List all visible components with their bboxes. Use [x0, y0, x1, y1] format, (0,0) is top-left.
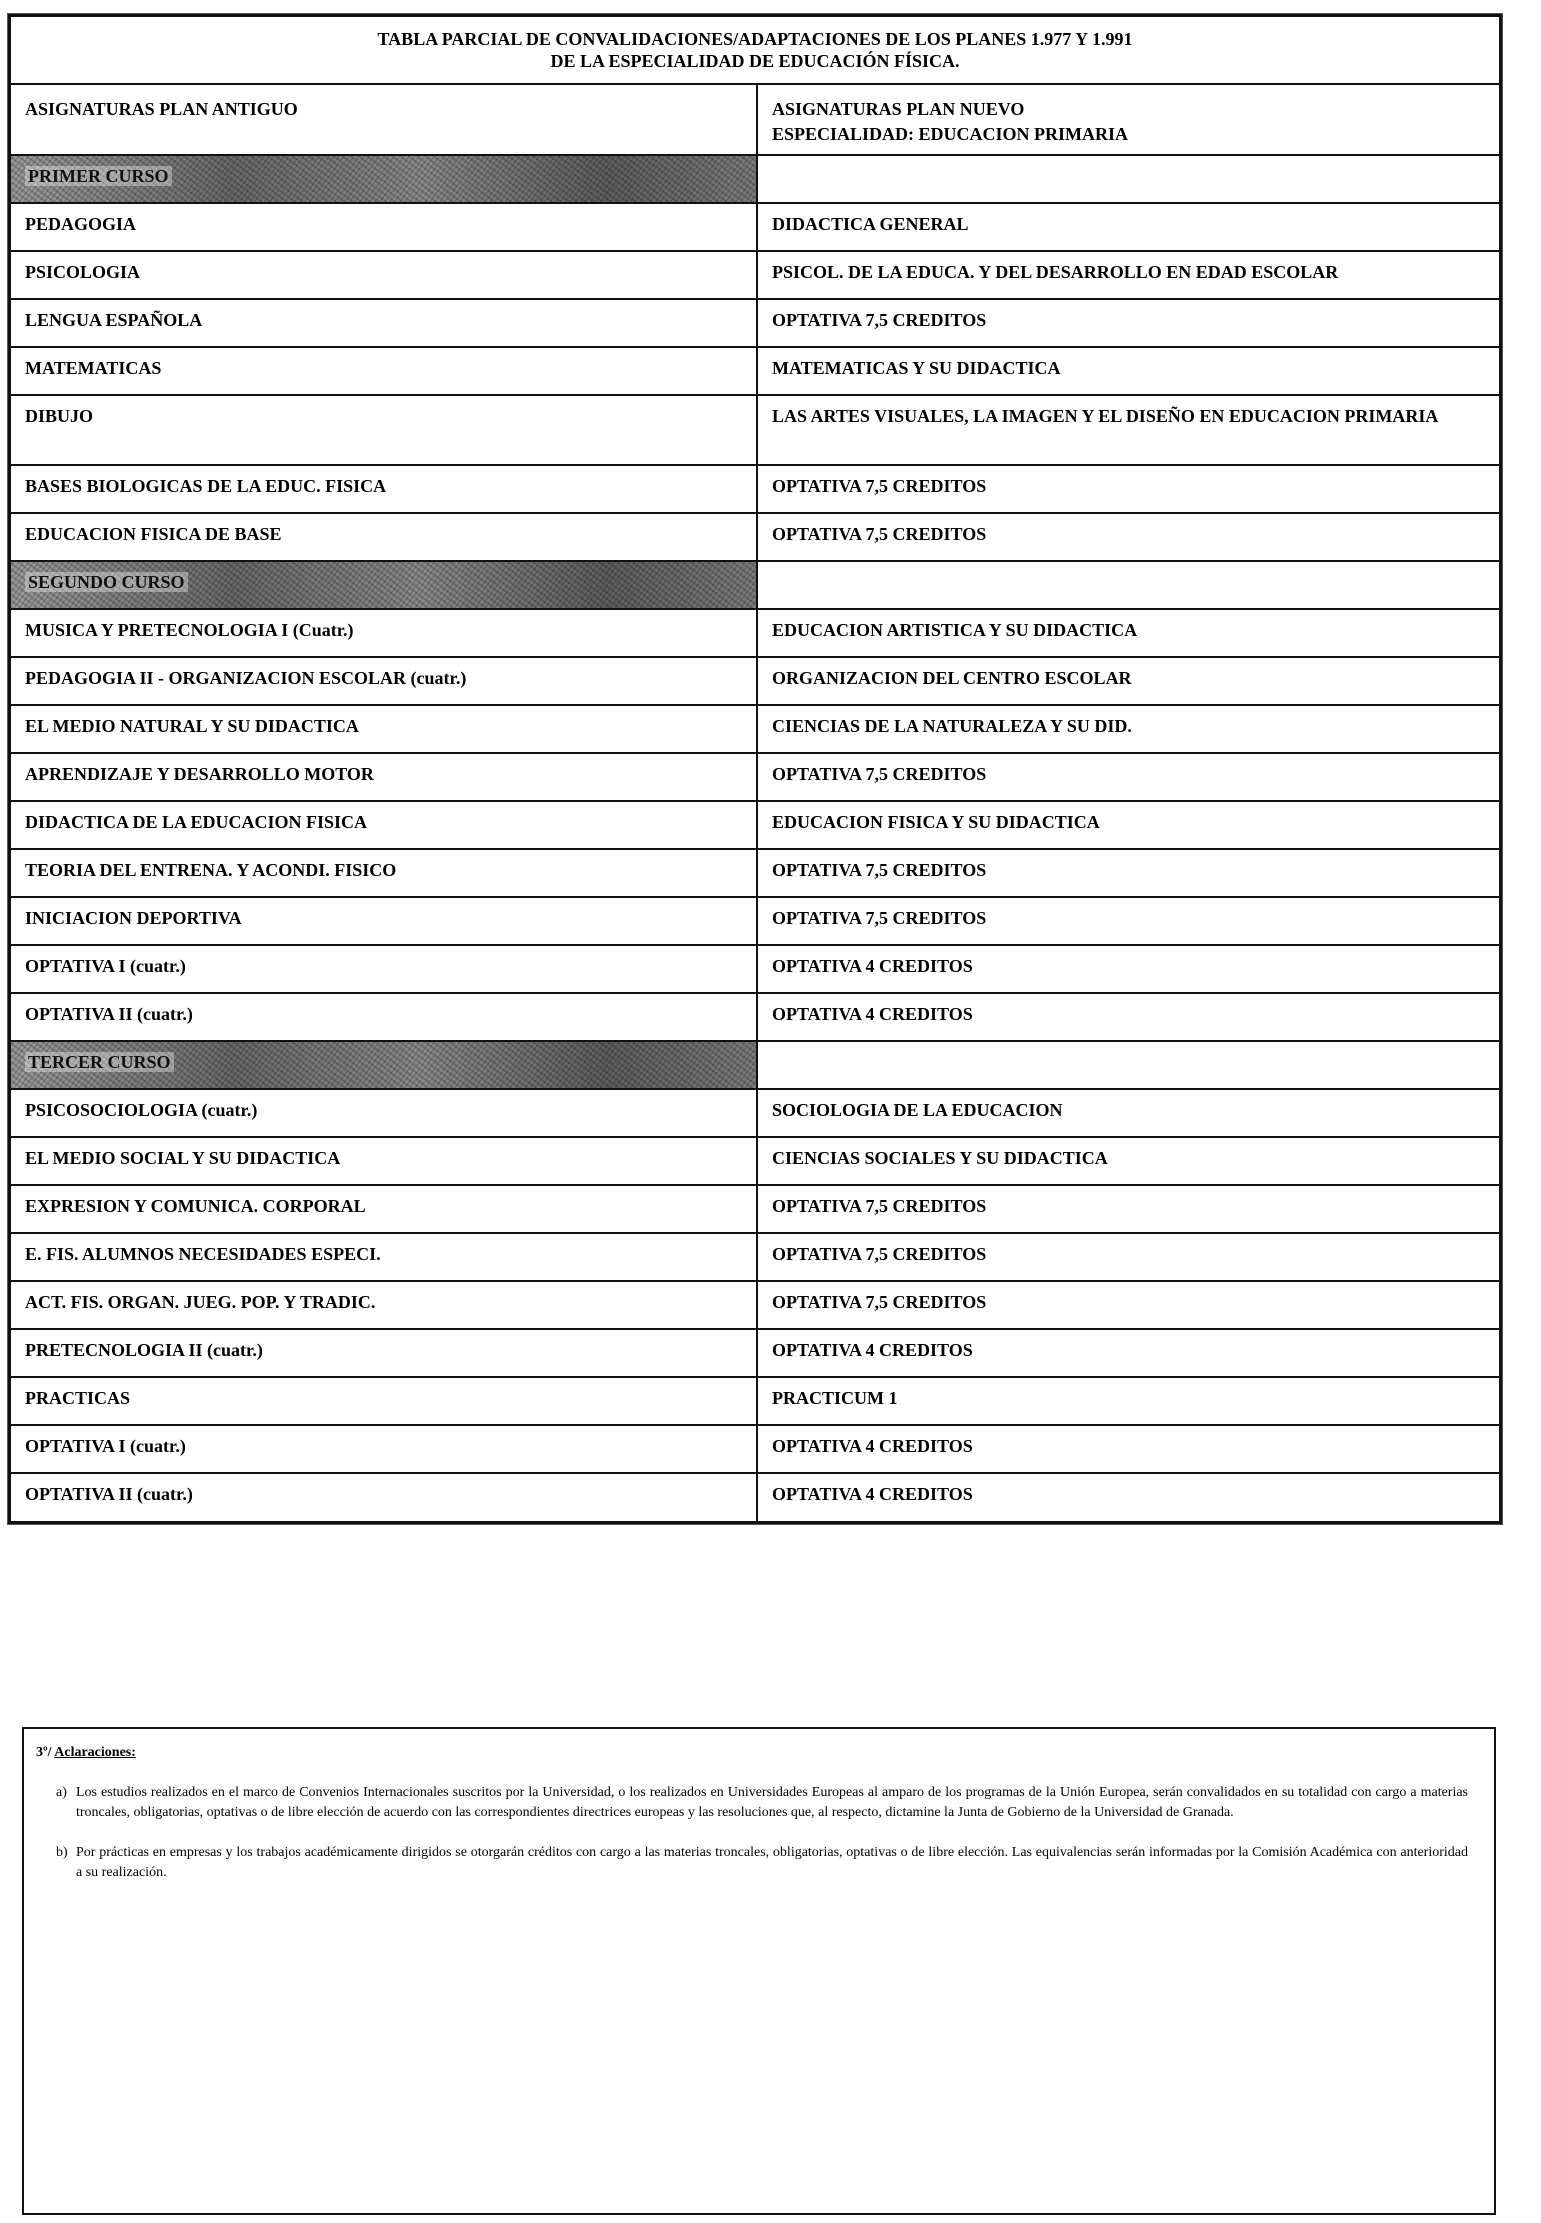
old-subject-cell: DIDACTICA DE LA EDUCACION FISICA: [11, 801, 757, 849]
table-row: [11, 657, 1499, 705]
table-row: [11, 849, 1499, 897]
new-subject-cell: MATEMATICAS Y SU DIDACTICA: [757, 347, 1499, 395]
clarifications-box: [22, 1727, 1496, 2215]
old-subject-cell: OPTATIVA II (cuatr.): [11, 1473, 757, 1521]
table-row: [11, 251, 1499, 299]
new-subject-cell: PSICOL. DE LA EDUCA. Y DEL DESARROLLO EN EDAD ESCOLAR: [757, 251, 1499, 299]
old-subject-cell: OPTATIVA I (cuatr.): [11, 945, 757, 993]
old-subject-cell: INICIACION DEPORTIVA: [11, 897, 757, 945]
old-subject-cell: BASES BIOLOGICAS DE LA EDUC. FISICA: [11, 465, 757, 513]
new-subject-cell: PRACTICUM 1: [757, 1377, 1499, 1425]
section-row: [11, 1041, 1499, 1089]
new-subject-cell: CIENCIAS SOCIALES Y SU DIDACTICA: [757, 1137, 1499, 1185]
header-new-plan: ASIGNATURAS PLAN NUEVO ESPECIALIDAD: EDUCACION PRIMARIA: [772, 99, 1129, 144]
table-row: [11, 203, 1499, 251]
table-row: [11, 347, 1499, 395]
convalidation-table: [11, 85, 1499, 1521]
table-row: [11, 299, 1499, 347]
new-subject-cell: OPTATIVA 7,5 CREDITOS: [757, 1281, 1499, 1329]
clarification-item-b: b) Por prácticas en empresas y los trabajos académicamente dirigidos se otorgarán créditos con cargo a las materias troncales, obligatorias, optativas o de libre elección. Las equivalencias serán informadas por la Comisión Académica con anterioridad a su realización.: [56, 1845, 1468, 1880]
section-row: [11, 155, 1499, 203]
new-subject-cell: OPTATIVA 4 CREDITOS: [757, 993, 1499, 1041]
section-label: PRIMER CURSO: [11, 155, 757, 203]
table-row: [11, 705, 1499, 753]
table-row: [11, 753, 1499, 801]
table-header-row: [11, 85, 1499, 155]
old-subject-cell: OPTATIVA I (cuatr.): [11, 1425, 757, 1473]
new-subject-cell: OPTATIVA 7,5 CREDITOS: [757, 897, 1499, 945]
old-subject-cell: EDUCACION FISICA DE BASE: [11, 513, 757, 561]
section-label: SEGUNDO CURSO: [11, 561, 757, 609]
new-subject-cell: OPTATIVA 7,5 CREDITOS: [757, 299, 1499, 347]
header-old-plan: ASIGNATURAS PLAN ANTIGUO: [11, 85, 757, 155]
new-subject-cell: OPTATIVA 4 CREDITOS: [757, 1425, 1499, 1473]
old-subject-cell: OPTATIVA II (cuatr.): [11, 993, 757, 1041]
old-subject-cell: PEDAGOGIA: [11, 203, 757, 251]
table-row: [11, 395, 1499, 465]
new-subject-cell: CIENCIAS DE LA NATURALEZA Y SU DID.: [757, 705, 1499, 753]
table-row: [11, 897, 1499, 945]
new-subject-cell: ORGANIZACION DEL CENTRO ESCOLAR: [757, 657, 1499, 705]
table-row: [11, 801, 1499, 849]
old-subject-cell: APRENDIZAJE Y DESARROLLO MOTOR: [11, 753, 757, 801]
new-subject-cell: DIDACTICA GENERAL: [757, 203, 1499, 251]
table-row: [11, 1137, 1499, 1185]
new-subject-cell: OPTATIVA 7,5 CREDITOS: [757, 465, 1499, 513]
section-label: TERCER CURSO: [11, 1041, 757, 1089]
table-row: [11, 1281, 1499, 1329]
table-row: [11, 945, 1499, 993]
old-subject-cell: PRETECNOLOGIA II (cuatr.): [11, 1329, 757, 1377]
old-subject-cell: PEDAGOGIA II - ORGANIZACION ESCOLAR (cuatr.): [11, 657, 757, 705]
section-empty-cell: [757, 155, 1499, 203]
new-subject-cell: OPTATIVA 7,5 CREDITOS: [757, 513, 1499, 561]
table-row: [11, 1473, 1499, 1521]
table-title: [11, 17, 1499, 85]
new-subject-cell: LAS ARTES VISUALES, LA IMAGEN Y EL DISEÑO EN EDUCACION PRIMARIA: [757, 395, 1499, 465]
table-row: [11, 465, 1499, 513]
clarifications-heading: 3º/ Aclaraciones:: [36, 1745, 136, 1760]
old-subject-cell: ACT. FIS. ORGAN. JUEG. POP. Y TRADIC.: [11, 1281, 757, 1329]
old-subject-cell: MUSICA Y PRETECNOLOGIA I (Cuatr.): [11, 609, 757, 657]
old-subject-cell: PSICOLOGIA: [11, 251, 757, 299]
old-subject-cell: TEORIA DEL ENTRENA. Y ACONDI. FISICO: [11, 849, 757, 897]
old-subject-cell: EL MEDIO NATURAL Y SU DIDACTICA: [11, 705, 757, 753]
old-subject-cell: MATEMATICAS: [11, 347, 757, 395]
new-subject-cell: EDUCACION FISICA Y SU DIDACTICA: [757, 801, 1499, 849]
table-row: [11, 1185, 1499, 1233]
old-subject-cell: PSICOSOCIOLOGIA (cuatr.): [11, 1089, 757, 1137]
new-subject-cell: OPTATIVA 7,5 CREDITOS: [757, 849, 1499, 897]
old-subject-cell: PRACTICAS: [11, 1377, 757, 1425]
table-row: [11, 1329, 1499, 1377]
old-subject-cell: EL MEDIO SOCIAL Y SU DIDACTICA: [11, 1137, 757, 1185]
new-subject-cell: OPTATIVA 7,5 CREDITOS: [757, 753, 1499, 801]
new-subject-cell: EDUCACION ARTISTICA Y SU DIDACTICA: [757, 609, 1499, 657]
section-empty-cell: [757, 1041, 1499, 1089]
table-row: [11, 1233, 1499, 1281]
table-row: [11, 609, 1499, 657]
old-subject-cell: EXPRESION Y COMUNICA. CORPORAL: [11, 1185, 757, 1233]
new-subject-cell: OPTATIVA 4 CREDITOS: [757, 1473, 1499, 1521]
clarification-item-a: a) Los estudios realizados en el marco de Convenios Internacionales suscritos por la Universidad, o los realizados en Universidades Europeas al amparo de los programas de la Unión Europea, serán convalidados en su totalidad con cargo a materias troncales, obligatorias, optativas o de libre elección de acuerdo con las correspondientes directrices europeas y las resoluciones que, al respecto, dictamine la Junta de Gobierno de la Universidad de Granada.: [56, 1785, 1468, 1820]
table-title-line-2: DE LA ESPECIALIDAD DE EDUCACIÓN FÍSICA.: [550, 51, 960, 71]
new-subject-cell: OPTATIVA 4 CREDITOS: [757, 945, 1499, 993]
table-row: [11, 1425, 1499, 1473]
old-subject-cell: E. FIS. ALUMNOS NECESIDADES ESPECI.: [11, 1233, 757, 1281]
section-row: [11, 561, 1499, 609]
new-subject-cell: OPTATIVA 7,5 CREDITOS: [757, 1233, 1499, 1281]
new-subject-cell: OPTATIVA 7,5 CREDITOS: [757, 1185, 1499, 1233]
new-subject-cell: OPTATIVA 4 CREDITOS: [757, 1329, 1499, 1377]
table-title-line-1: TABLA PARCIAL DE CONVALIDACIONES/ADAPTACIONES DE LOS PLANES 1.977 Y 1.991: [377, 29, 1133, 49]
old-subject-cell: DIBUJO: [11, 395, 757, 465]
table-row: [11, 513, 1499, 561]
table-row: [11, 1377, 1499, 1425]
new-subject-cell: SOCIOLOGIA DE LA EDUCACION: [757, 1089, 1499, 1137]
table-row: [11, 1089, 1499, 1137]
section-empty-cell: [757, 561, 1499, 609]
old-subject-cell: LENGUA ESPAÑOLA: [11, 299, 757, 347]
convalidation-table-frame: [8, 14, 1502, 1524]
table-row: [11, 993, 1499, 1041]
